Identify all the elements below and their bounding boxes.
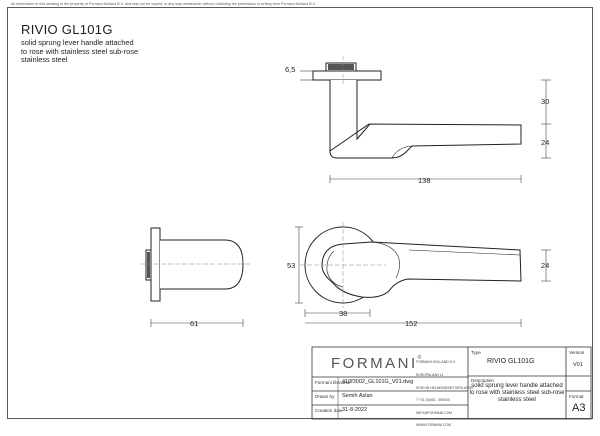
side-lever-end	[160, 240, 243, 289]
drawn-by-label: Drawn by	[315, 394, 335, 399]
dim-height-upper: 30	[541, 97, 550, 106]
brand-name: FORMANI	[331, 355, 418, 372]
address-line: FORMANI HOLLAND B.V.	[416, 360, 456, 365]
rose-plate	[313, 71, 381, 80]
dim-rose-projection: 61	[190, 319, 199, 328]
version-value: V01	[573, 362, 583, 368]
brand-mark: ®	[417, 355, 422, 361]
filename-label: Formani filename	[315, 380, 351, 385]
product-name: RIVIO GL101G	[21, 22, 113, 37]
top-view	[313, 56, 521, 158]
lever-outline	[330, 80, 521, 158]
side-view	[140, 228, 250, 301]
company-address	[416, 352, 473, 436]
dim-neck-width: 38	[339, 309, 348, 318]
description-label: Description	[471, 378, 494, 383]
sub-rose-knurl	[328, 64, 354, 70]
description-line: solid sprung lever handle attached	[21, 38, 134, 47]
dim-rose-diameter: 53	[287, 261, 296, 270]
description-text	[468, 383, 566, 404]
tb-description-line: solid sprung lever handle attached	[471, 383, 563, 389]
format-label: Format	[569, 394, 584, 399]
copyright-notice: All information in this drawing is the property of Formani Holland B.V. and may not be copied, in any way whatsoever without obtaining the permission in writing from Formani Holland B.V.	[11, 2, 316, 6]
address-line: T +31 (0)492 - 509030	[416, 398, 450, 403]
front-view	[300, 222, 521, 308]
dim-height-lower: 24	[541, 138, 550, 147]
drawn-by-value: Semih Aslan	[342, 393, 373, 399]
address-line: EUROPALAAN 11	[416, 373, 444, 378]
dim-rose-thickness: 6,5	[285, 65, 296, 74]
side-rose-plate	[151, 228, 160, 301]
dim-length-top: 138	[418, 176, 431, 185]
sheet-border	[8, 8, 593, 419]
creation-date-value: 31-8-2022	[342, 407, 368, 413]
dim-grip-height: 24	[541, 261, 550, 270]
address-line: INFO@FORMANI.COM	[416, 410, 453, 415]
description-line: stainless steel	[21, 55, 68, 65]
format-value: A3	[572, 402, 586, 414]
dim-length-front: 152	[405, 319, 418, 328]
version-label: Version	[569, 350, 585, 355]
type-value: RIVIO GL101G	[487, 358, 535, 365]
tb-description-line: to rose with stainless steel sub-rose	[469, 390, 565, 396]
description-line: to rose with stainless steel sub-rose	[21, 46, 139, 56]
address-line: 5708 HB HELMOND/NETHERLANDS	[416, 385, 474, 390]
tb-description-line: stainless steel	[498, 397, 536, 403]
creation-date-label: Creation date	[315, 408, 343, 413]
type-label: Type	[471, 350, 481, 355]
address-line: WWW.FORMANI.COM	[416, 423, 451, 428]
side-sub-rose-knurl	[147, 252, 150, 278]
filename-value: 410f3002_GL101G_V01.dwg	[342, 379, 414, 385]
brand-logo	[331, 355, 421, 372]
